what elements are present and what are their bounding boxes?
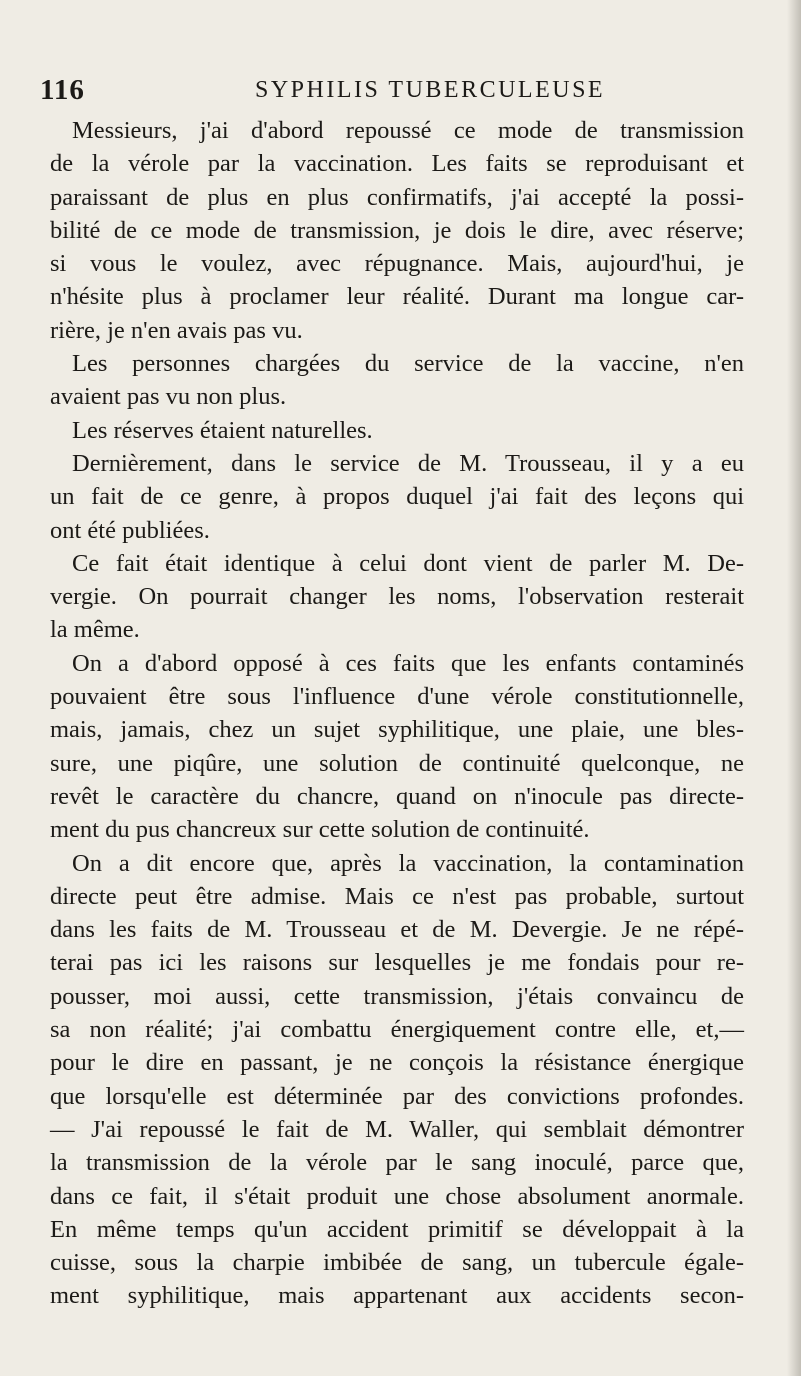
text-line: pour le dire en passant, je ne conçois la résistance énergique [50,1049,744,1077]
text-line: Les réserves étaient naturelles. [72,416,373,444]
text-line: rière, je n'en avais pas vu. [50,316,303,344]
text-line: n'hésite plus à proclamer leur réalité. Durant ma longue car- [50,283,744,311]
text-line: un fait de ce genre, à propos duquel j'ai fait des leçons qui [50,483,744,511]
text-line: ment du pus chancreux sur cette solution de continuité. [50,816,590,844]
text-line: ment syphilitique, mais appartenant aux accidents secon- [50,1282,744,1310]
text-line: si vous le voulez, avec répugnance. Mais, aujourd'hui, je [50,250,744,278]
text-line: — J'ai repoussé le fait de M. Waller, qui semblait démontrer [50,1115,744,1143]
running-title: SYPHILIS TUBERCULEUSE [255,77,606,103]
text-line: la même. [50,616,140,644]
text-line: En même temps qu'un accident primitif se développait à la [50,1215,744,1243]
text-line: ont été publiées. [50,516,210,544]
text-line: la transmission de la vérole par le sang inoculé, parce que, [50,1149,744,1177]
text-line: cuisse, sous la charpie imbibée de sang, un tubercule égale- [50,1249,744,1277]
text-line: revêt le caractère du chancre, quand on n'inocule pas directe- [50,782,744,810]
text-line: pousser, moi aussi, cette transmission, j'étais convaincu de [50,982,744,1010]
page-number: 116 [40,74,85,106]
text-line: sa non réalité; j'ai combattu énergiquement contre elle, et,— [50,1016,744,1044]
text-line: Les personnes chargées du service de la vaccine, n'en [72,350,744,378]
text-line: dans ce fait, il s'était produit une chose absolument anormale. [50,1182,744,1210]
text-line: On a d'abord opposé à ces faits que les enfants contaminés [72,649,744,677]
text-line: directe peut être admise. Mais ce n'est pas probable, surtout [50,882,744,910]
text-line: Dernièrement, dans le service de M. Trousseau, il y a eu [72,449,744,477]
text-line: paraissant de plus en plus confirmatifs, j'ai accepté la possi- [50,183,744,211]
text-line: de la vérole par la vaccination. Les faits se reproduisant et [50,150,744,178]
text-line: pouvaient être sous l'influence d'une vérole constitutionnelle, [50,683,744,711]
text-line: Ce fait était identique à celui dont vient de parler M. De- [72,549,744,577]
text-line: sure, une piqûre, une solution de continuité quelconque, ne [50,749,744,777]
text-line: On a dit encore que, après la vaccination, la contamination [72,849,744,877]
page-edge-shadow [787,0,801,1376]
text-line: terai pas ici les raisons sur lesquelles je me fondais pour re- [50,949,744,977]
body-text [50,114,744,1313]
page-header [40,74,760,108]
text-line: avaient pas vu non plus. [50,383,287,411]
text-line: dans les faits de M. Trousseau et de M. Devergie. Je ne répé- [50,916,744,944]
text-line: que lorsqu'elle est déterminée par des convictions profondes. [50,1082,744,1110]
text-line: bilité de ce mode de transmission, je dois le dire, avec réserve; [50,216,744,244]
text-line: mais, jamais, chez un sujet syphilitique, une plaie, une bles- [50,716,744,744]
text-line: vergie. On pourrait changer les noms, l'observation resterait [50,583,744,611]
text-line: Messieurs, j'ai d'abord repoussé ce mode de transmission [72,117,744,144]
